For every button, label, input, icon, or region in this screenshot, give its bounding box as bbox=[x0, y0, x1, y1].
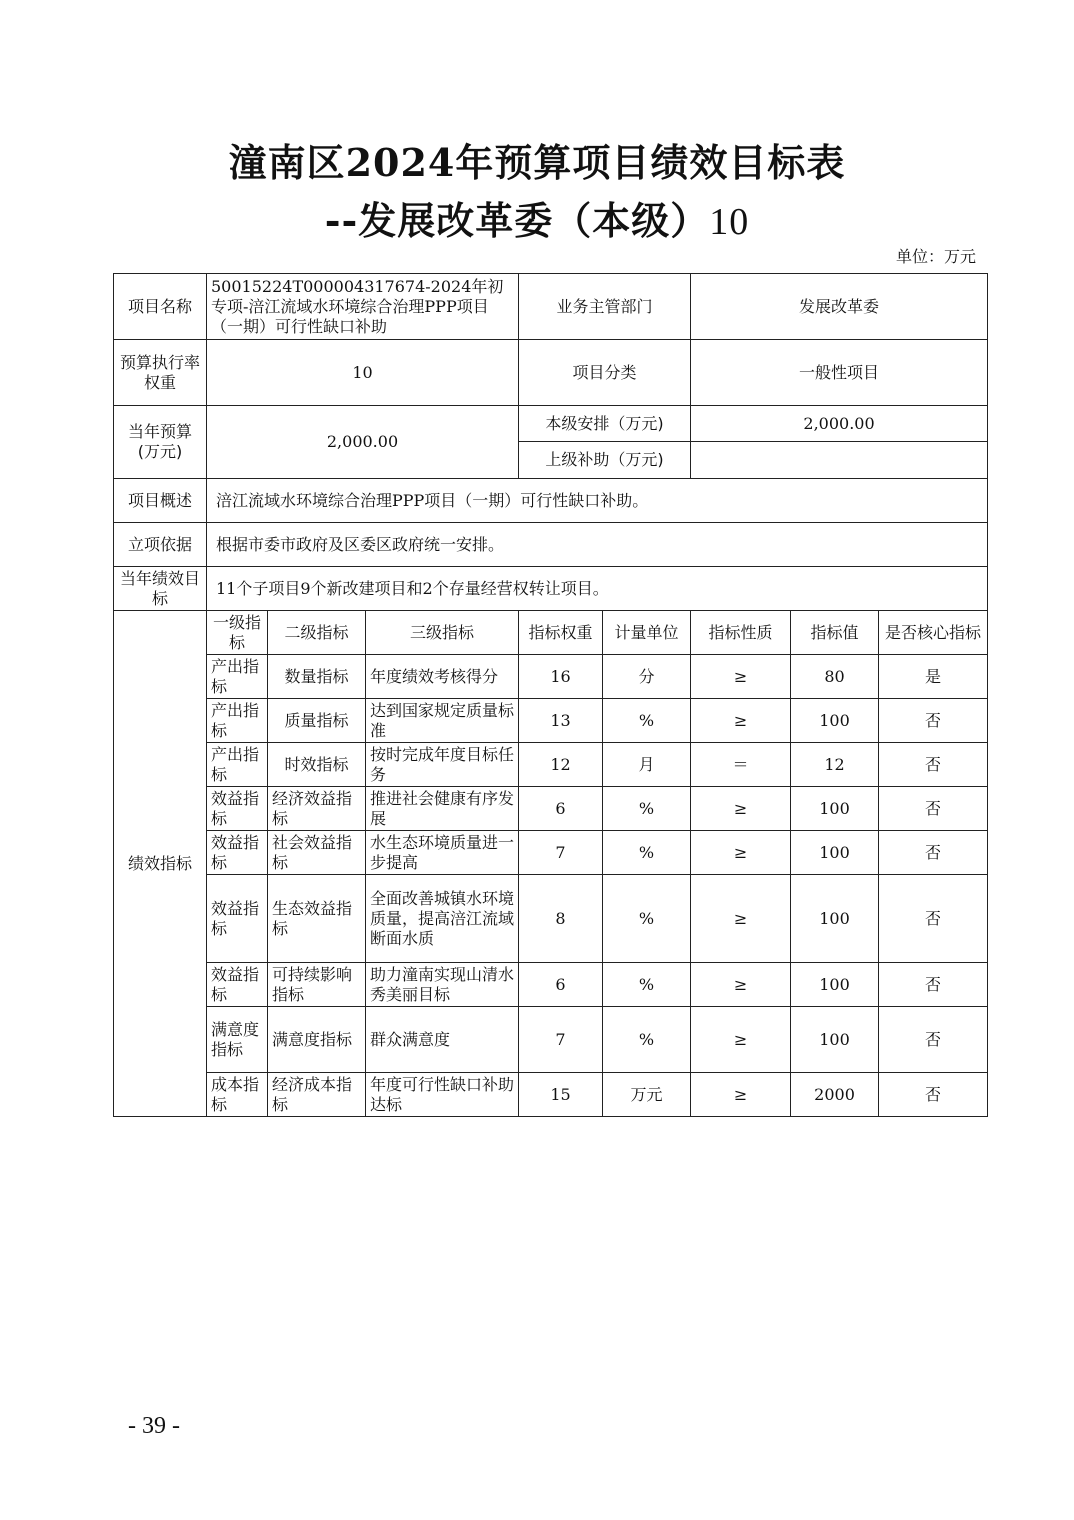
indicator-row bbox=[114, 831, 988, 875]
upper-label: 上级补助（万元) bbox=[519, 442, 691, 479]
nature-cell: ≥ bbox=[691, 699, 791, 743]
value-cell: 12 bbox=[791, 743, 879, 787]
indicator-header-row bbox=[114, 611, 988, 655]
core-cell: 否 bbox=[879, 743, 988, 787]
project-name: 50015224T000004317674-2024年初专项-涪江流域水环境综合治理PPP项目（一期）可行性缺口补助 bbox=[207, 274, 519, 340]
overview-value: 涪江流域水环境综合治理PPP项目（一期）可行性缺口补助。 bbox=[207, 479, 988, 523]
weight-cell: 8 bbox=[519, 875, 603, 963]
unit-cell: 月 bbox=[603, 743, 691, 787]
subtitle-number: 10 bbox=[709, 201, 750, 243]
category-value: 一般性项目 bbox=[691, 340, 988, 406]
l1-cell: 效益指标 bbox=[207, 787, 268, 831]
l1-cell: 效益指标 bbox=[207, 963, 268, 1007]
nature-cell: ≥ bbox=[691, 963, 791, 1007]
l1-cell: 成本指标 bbox=[207, 1073, 268, 1117]
header-value: 指标值 bbox=[791, 611, 879, 655]
l3-cell: 年度可行性缺口补助达标 bbox=[366, 1073, 519, 1117]
project-name-label: 项目名称 bbox=[114, 274, 207, 340]
header-l2: 二级指标 bbox=[268, 611, 366, 655]
nature-cell: ≥ bbox=[691, 831, 791, 875]
header-core: 是否核心指标 bbox=[879, 611, 988, 655]
core-cell: 否 bbox=[879, 831, 988, 875]
value-cell: 100 bbox=[791, 831, 879, 875]
core-cell: 否 bbox=[879, 1007, 988, 1073]
indicator-row bbox=[114, 787, 988, 831]
nature-cell: ＝ bbox=[691, 743, 791, 787]
l3-cell: 全面改善城镇水环境质量，提高涪江流域断面水质 bbox=[366, 875, 519, 963]
value-cell: 100 bbox=[791, 1007, 879, 1073]
l2-cell: 经济效益指标 bbox=[268, 787, 366, 831]
l1-cell: 产出指标 bbox=[207, 743, 268, 787]
unit-cell: % bbox=[603, 875, 691, 963]
core-cell: 是 bbox=[879, 655, 988, 699]
header-l3: 三级指标 bbox=[366, 611, 519, 655]
header-l1: 一级指标 bbox=[207, 611, 268, 655]
unit-cell: % bbox=[603, 699, 691, 743]
l3-cell: 推进社会健康有序发展 bbox=[366, 787, 519, 831]
indicator-row bbox=[114, 743, 988, 787]
unit-cell: % bbox=[603, 831, 691, 875]
goal-label: 当年绩效目标 bbox=[114, 567, 207, 611]
budget-label: 当年预算(万元) bbox=[114, 406, 207, 479]
indicator-row bbox=[114, 875, 988, 963]
l1-cell: 效益指标 bbox=[207, 875, 268, 963]
l2-cell: 数量指标 bbox=[268, 655, 366, 699]
weight-cell: 13 bbox=[519, 699, 603, 743]
value-cell: 100 bbox=[791, 963, 879, 1007]
upper-value bbox=[691, 442, 988, 479]
value-cell: 2000 bbox=[791, 1073, 879, 1117]
goal-value: 11个子项目9个新改建项目和2个存量经营权转让项目。 bbox=[207, 567, 988, 611]
unit-cell: % bbox=[603, 787, 691, 831]
core-cell: 否 bbox=[879, 875, 988, 963]
core-cell: 否 bbox=[879, 1073, 988, 1117]
l3-cell: 助力潼南实现山清水秀美丽目标 bbox=[366, 963, 519, 1007]
dept-value: 发展改革委 bbox=[691, 274, 988, 340]
weight-cell: 7 bbox=[519, 1007, 603, 1073]
nature-cell: ≥ bbox=[691, 875, 791, 963]
l3-cell: 年度绩效考核得分 bbox=[366, 655, 519, 699]
weight-cell: 12 bbox=[519, 743, 603, 787]
exec-weight-value: 10 bbox=[207, 340, 519, 406]
l1-cell: 效益指标 bbox=[207, 831, 268, 875]
l2-cell: 时效指标 bbox=[268, 743, 366, 787]
unit-cell: % bbox=[603, 963, 691, 1007]
subtitle-dept: --发展改革委（本级） bbox=[324, 198, 710, 243]
dept-label: 业务主管部门 bbox=[519, 274, 691, 340]
l2-cell: 质量指标 bbox=[268, 699, 366, 743]
nature-cell: ≥ bbox=[691, 1007, 791, 1073]
unit-cell: 万元 bbox=[603, 1073, 691, 1117]
local-value: 2,000.00 bbox=[691, 406, 988, 442]
unit-cell: % bbox=[603, 1007, 691, 1073]
l3-cell: 水生态环境质量进一步提高 bbox=[366, 831, 519, 875]
indicator-row bbox=[114, 963, 988, 1007]
l1-cell: 产出指标 bbox=[207, 655, 268, 699]
header-weight: 指标权重 bbox=[519, 611, 603, 655]
unit-cell: 分 bbox=[603, 655, 691, 699]
header-nature: 指标性质 bbox=[691, 611, 791, 655]
l3-cell: 按时完成年度目标任务 bbox=[366, 743, 519, 787]
core-cell: 否 bbox=[879, 963, 988, 1007]
value-cell: 80 bbox=[791, 655, 879, 699]
weight-cell: 6 bbox=[519, 787, 603, 831]
value-cell: 100 bbox=[791, 875, 879, 963]
basis-value: 根据市委市政府及区委区政府统一安排。 bbox=[207, 523, 988, 567]
indicators-section-label: 绩效指标 bbox=[114, 611, 207, 1117]
indicator-row bbox=[114, 655, 988, 699]
weight-cell: 15 bbox=[519, 1073, 603, 1117]
basis-label: 立项依据 bbox=[114, 523, 207, 567]
indicator-row bbox=[114, 1007, 988, 1073]
budget-value: 2,000.00 bbox=[207, 406, 519, 479]
nature-cell: ≥ bbox=[691, 655, 791, 699]
page-number: - 39 - bbox=[128, 1413, 180, 1439]
l3-cell: 群众满意度 bbox=[366, 1007, 519, 1073]
l1-cell: 满意度指标 bbox=[207, 1007, 268, 1073]
l1-cell: 产出指标 bbox=[207, 699, 268, 743]
weight-cell: 16 bbox=[519, 655, 603, 699]
unit-label: 单位：万元 bbox=[895, 247, 976, 266]
exec-weight-label: 预算执行率权重 bbox=[114, 340, 207, 406]
l2-cell: 经济成本指标 bbox=[268, 1073, 366, 1117]
core-cell: 否 bbox=[879, 787, 988, 831]
l2-cell: 生态效益指标 bbox=[268, 875, 366, 963]
core-cell: 否 bbox=[879, 699, 988, 743]
local-label: 本级安排（万元) bbox=[519, 406, 691, 442]
indicator-row bbox=[114, 1073, 988, 1117]
value-cell: 100 bbox=[791, 699, 879, 743]
overview-label: 项目概述 bbox=[114, 479, 207, 523]
l2-cell: 社会效益指标 bbox=[268, 831, 366, 875]
l2-cell: 可持续影响指标 bbox=[268, 963, 366, 1007]
page-subtitle bbox=[0, 190, 1074, 245]
indicator-row bbox=[114, 699, 988, 743]
l3-cell: 达到国家规定质量标准 bbox=[366, 699, 519, 743]
l2-cell: 满意度指标 bbox=[268, 1007, 366, 1073]
category-label: 项目分类 bbox=[519, 340, 691, 406]
value-cell: 100 bbox=[791, 787, 879, 831]
header-unit: 计量单位 bbox=[603, 611, 691, 655]
weight-cell: 6 bbox=[519, 963, 603, 1007]
page-title: 潼南区2024年预算项目绩效目标表 bbox=[228, 140, 846, 185]
weight-cell: 7 bbox=[519, 831, 603, 875]
nature-cell: ≥ bbox=[691, 787, 791, 831]
nature-cell: ≥ bbox=[691, 1073, 791, 1117]
performance-table bbox=[113, 273, 988, 1117]
